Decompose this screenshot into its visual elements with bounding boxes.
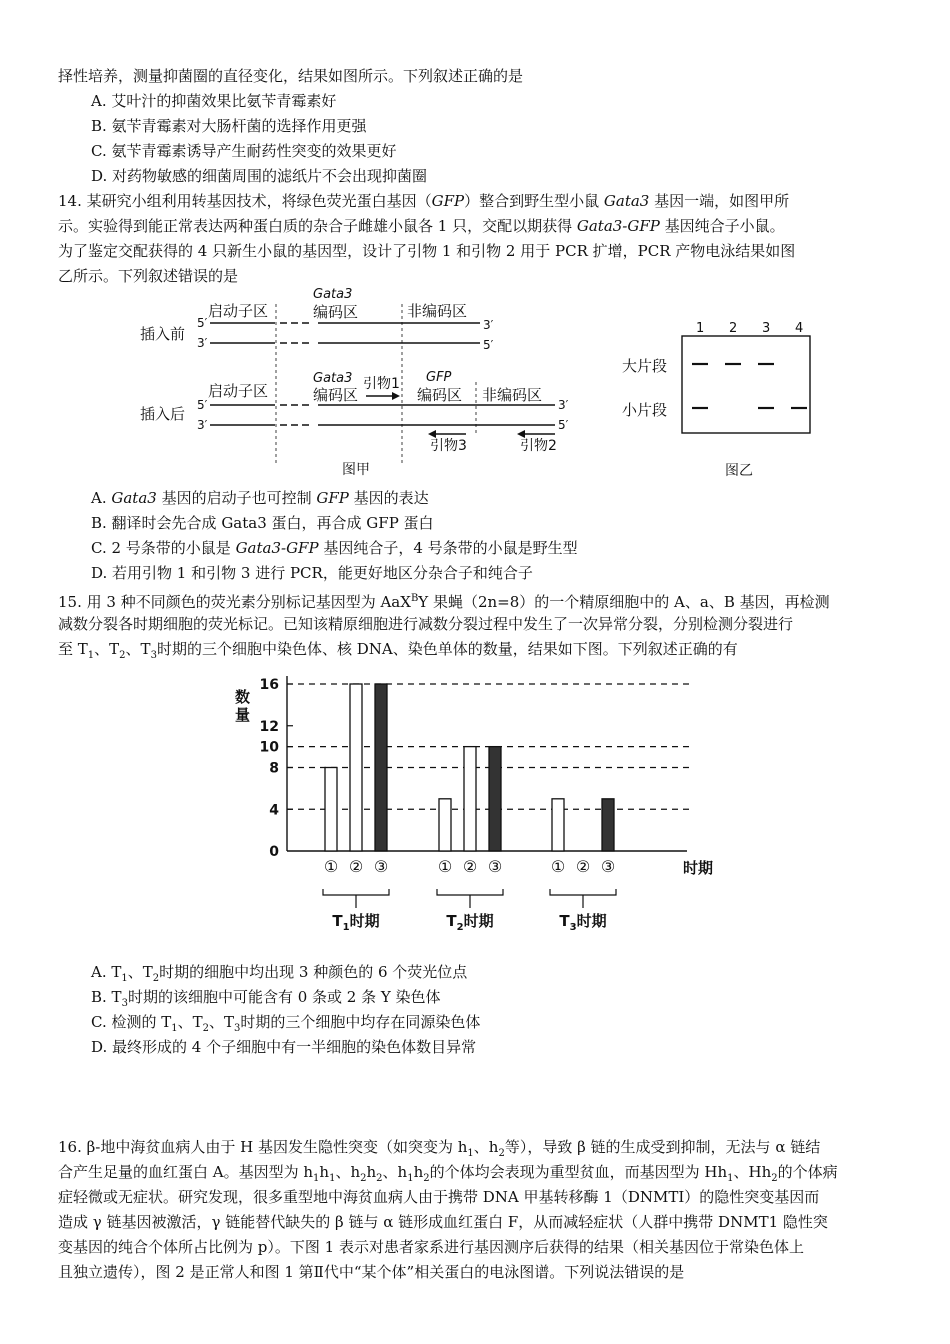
bar-marker: ③	[373, 857, 389, 876]
group-bracket	[550, 889, 616, 895]
bar-t2-1	[439, 799, 451, 851]
coding-label-2: 编码区	[313, 386, 359, 404]
five-prime-label: 5′	[197, 316, 208, 330]
q14-option-a[interactable]: A. Gata3 基因的启动子也可控制 GFP 基因的表达	[91, 489, 429, 507]
y-tick-label: 12	[259, 718, 279, 735]
bar-marker: ③	[600, 857, 616, 876]
bar-t3-1	[552, 799, 564, 851]
noncoding-label-2: 非编码区	[482, 386, 543, 404]
q15-option-a[interactable]: A. $T_1$、$T_2$时期的细胞中均出现 3 种颜色的 6 个荧光位点	[91, 963, 468, 984]
bar-marker: ②	[348, 857, 364, 876]
q16-stem-line2: 合产生足量的血红蛋白 A。基因型为 $h_1h_1$、$h_2h_2$、$h_1h_2$的个体均会表现为重型贫血，而基因型为 $Hh_1$、$Hh_2$的个体病	[58, 1163, 838, 1184]
bar-t3-3	[602, 799, 614, 851]
y-tick-label: 0	[269, 844, 279, 860]
gfp-coding-label: 编码区	[417, 386, 463, 404]
bar-t1-1	[325, 768, 337, 852]
q16-stem-line5: 变基因的纯合个体所占比例为 p）。下图 1 表示对患者家系进行基因测序后获得的结果（相关基因位于常染色体上	[58, 1238, 804, 1256]
group-label: $T_2$时期	[446, 912, 494, 933]
gel-frame	[682, 336, 810, 433]
group-bracket	[437, 889, 503, 895]
q13-option-c[interactable]: C. 氨苄青霉素诱导产生耐药性突变的效果更好	[91, 142, 397, 160]
three-prime-label: 3′	[197, 336, 208, 350]
y-axis-label: 数量	[235, 688, 251, 724]
bar-marker: ①	[437, 857, 453, 876]
bar-marker: ①	[550, 857, 566, 876]
bar-marker: ③	[487, 857, 503, 876]
lane-label-2: 2	[729, 321, 738, 336]
q16-stem-line4: 造成 γ 链基因被激活，γ 链能替代缺失的 β 链与 α 链形成血红蛋白 F，从而减轻症状（人群中携带 DNMT1 隐性突	[58, 1213, 828, 1231]
group-label: $T_3$时期	[559, 912, 607, 933]
q15-option-b[interactable]: B. $T_3$时期的该细胞中可能含有 0 条或 2 条 Y 染色体	[91, 988, 441, 1009]
figure-b-gel	[612, 312, 822, 478]
primer2-label: 引物2	[520, 438, 557, 454]
large-fragment-label: 大片段	[622, 357, 668, 375]
primer1-label: 引物1	[363, 376, 400, 392]
x-axis-label: 时期	[683, 859, 714, 877]
figure-a-gene-diagram	[130, 284, 590, 480]
three-prime-label-2: 3′	[197, 418, 208, 432]
bar-marker: ②	[575, 857, 591, 876]
y-tick-label: 16	[259, 677, 279, 693]
lane-label-4: 4	[795, 321, 804, 336]
y-tick-label: 10	[259, 739, 279, 756]
group-bracket	[323, 889, 389, 895]
bar-t2-2	[464, 747, 476, 851]
gfp-label: GFP	[426, 370, 452, 385]
bar-t2-3	[489, 747, 501, 851]
noncoding-label: 非编码区	[407, 302, 468, 320]
q13-stem-tail: 择性培养，测量抑菌圈的直径变化，结果如图所示。下列叙述正确的是	[58, 67, 524, 85]
q14-stem-line4: 乙所示。下列叙述错误的是	[58, 267, 239, 285]
three-prime-end: 3′	[483, 318, 494, 332]
before-insert-label: 插入前	[140, 325, 186, 343]
figure-a-caption: 图甲	[342, 462, 370, 478]
q15-option-d[interactable]: D. 最终形成的 4 个子细胞中有一半细胞的染色体数目异常	[91, 1038, 477, 1056]
q15-stem-line3: 至 $T_1$、$T_2$、$T_3$时期的三个细胞中染色体、核 DNA、染色单体的数量，结果如下图。下列叙述正确的有	[58, 640, 738, 661]
gata3-label-2: Gata3	[313, 371, 353, 386]
q14-option-b[interactable]: B. 翻译时会先合成 Gata3 蛋白，再合成 GFP 蛋白	[91, 514, 434, 532]
q14-stem-line3: 为了鉴定交配获得的 4 只新生小鼠的基因型，设计了引物 1 和引物 2 用于 PCR 扩增，PCR 产物电泳结果如图	[58, 242, 796, 260]
five-prime-label-2: 5′	[197, 398, 208, 412]
q14-option-c[interactable]: C. 2 号条带的小鼠是 Gata3-GFP 基因纯合子，4 号条带的小鼠是野生型	[91, 539, 578, 557]
figure-b-caption: 图乙	[725, 463, 753, 478]
y-tick-label: 8	[269, 760, 279, 777]
promoter-label: 启动子区	[208, 302, 269, 320]
group-label: $T_1$时期	[332, 912, 380, 933]
bar-t1-2	[350, 684, 362, 851]
q14-stem-line1: 14. 某研究小组利用转基因技术，将绿色荧光蛋白基因（GFP）整合到野生型小鼠 Gata3 基因一端，如图甲所	[58, 192, 790, 210]
three-prime-end-2: 3′	[558, 398, 569, 412]
after-insert-label: 插入后	[140, 405, 186, 423]
q16-stem-line3: 症轻微或无症状。研究发现，很多重型地中海贫血病人由于携带 DNA 甲基转移酶 1（DNMTI）的隐性突变基因而	[58, 1188, 820, 1206]
gata3-label: Gata3	[313, 287, 353, 302]
q15-option-c[interactable]: C. 检测的 $T_1$、$T_2$、$T_3$时期的三个细胞中均存在同源染色体	[91, 1013, 481, 1034]
q15-stem-line2: 减数分裂各时期细胞的荧光标记。已知该精原细胞进行减数分裂过程中发生了一次异常分裂，分别检测分裂进行	[58, 615, 794, 633]
bar-marker: ②	[462, 857, 478, 876]
five-prime-end-2: 5′	[558, 418, 569, 432]
q14-stem-line2: 示。实验得到能正常表达两种蛋白质的杂合子雌雄小鼠各 1 只，交配以期获得 Gata3-GFP 基因纯合子小鼠。	[58, 217, 785, 235]
coding-label: 编码区	[313, 303, 359, 321]
five-prime-end: 5′	[483, 338, 494, 352]
q15-stem-line1: 15. 用 3 种不同颜色的荧光素分别标记基因型为 AaX$^B$Y 果蝇（2n=8）的一个精原细胞中的 A、a、B 基因，再检测	[58, 593, 830, 611]
bar-marker: ①	[323, 857, 339, 876]
q16-stem-line6: 且独立遗传），图 2 是正常人和图 1 第Ⅱ代中“某个体”相关蛋白的电泳图谱。下列说法错误的是	[58, 1263, 685, 1281]
y-tick-label: 4	[269, 802, 279, 819]
q13-option-d[interactable]: D. 对药物敏感的细菌周围的滤纸片不会出现抑菌圈	[91, 167, 428, 185]
small-fragment-label: 小片段	[622, 401, 668, 419]
q13-option-b[interactable]: B. 氨苄青霉素对大肠杆菌的选择作用更强	[91, 117, 367, 135]
primer3-label: 引物3	[430, 438, 467, 454]
bar-t1-3	[375, 684, 387, 851]
q16-stem-line1: 16. β-地中海贫血病人由于 H 基因发生隐性突变（如突变为 $h_1$、$h_2$等），导致 β 链的生成受到抑制，无法与 α 链结	[58, 1138, 821, 1159]
promoter-label-2: 启动子区	[208, 382, 269, 400]
q13-option-a[interactable]: A. 艾叶汁的抑菌效果比氨苄青霉素好	[91, 92, 337, 110]
q15-bar-chart	[225, 668, 725, 943]
lane-label-1: 1	[696, 321, 705, 336]
lane-label-3: 3	[762, 321, 771, 336]
q14-option-d[interactable]: D. 若用引物 1 和引物 3 进行 PCR，能更好地区分杂合子和纯合子	[91, 564, 533, 582]
